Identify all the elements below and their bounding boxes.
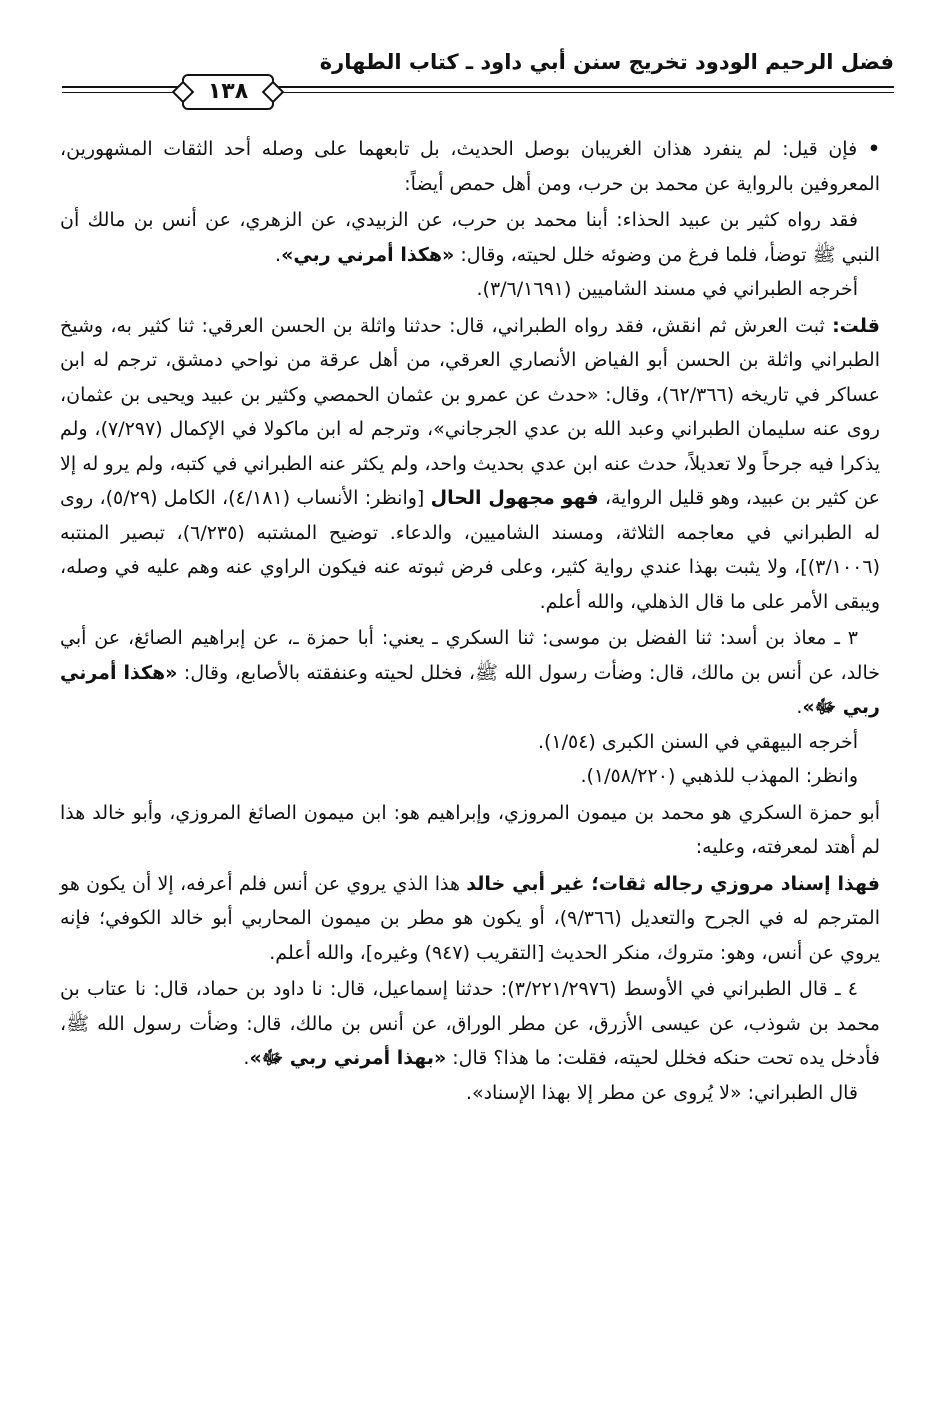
page-number: ١٣٨	[182, 74, 274, 110]
hadith-4-text: ٤ ـ قال الطبراني في الأوسط (٣/٢٢١/٢٩٧٦): حدثنا إسماعيل، قال: نا داود بن حماد، قال: نا عتاب بن محمد بن شوذب، عن عيسى الأزرق، عن مطر الوراق، عن أنس بن مالك، قال: وضأت رسول الله ﷺ، فأدخل يده تحت حنكه فخلل لحيته، فقلت: ما هذا؟ قال:	[60, 978, 880, 1069]
hadith-quote: «هكذا أمرني ربي»	[281, 243, 455, 266]
hadith-4-quote: «بهذا أمرني ربي ﷻ»	[249, 1047, 447, 1069]
paragraph-hadith-4	[60, 972, 880, 1076]
isnad-judgment-text: هذا الذي يروي عن أنس فلم أعرفه، إلا أن يكون هو المترجم له في الجرح والتعديل (٩/٣٦٦)، أو يكون هو مطر بن ميمون المحاربي أبو خالد الكوفي؛ فإنه يروي عن أنس، وهو: متروك، منكر الحديث [التقريب (٩٤٧) وغيره]، والله أعلم.	[60, 872, 880, 964]
paragraph-hadith-3	[60, 621, 880, 725]
majhul-al-hal: فهو مجهول الحال	[430, 487, 599, 509]
punctuation: .	[243, 1047, 250, 1069]
isnad-judgment-bold: فهذا إسناد مروزي رجاله ثقات؛ غير أبي خالد	[466, 872, 880, 895]
qultu-references: [وانظر: الأنساب (٤/١٨١)، الكامل (٥/٢٩)، روى له الطبراني في معاجمه الثلاثة، ومسند الشاميين، والدعاء. توضيح المشتبه (٦/٢٣٥)، تبصير المنتبه (٣/١٠٠٦)]، ولا يثبت بهذا عندي رواية كثير، وعلى فرض ثبوته عنه فيكون الراوي عنه وهم عليه في وصله، ويبقى الأمر على ما قال الذهلي، والله أعلم.	[60, 487, 881, 613]
paragraph-tabarani-comment: قال الطبراني: «لا يُروى عن مطر إلا بهذا الإسناد».	[465, 1081, 858, 1104]
hadith-3-text: ٣ ـ معاذ بن أسد: ثنا الفضل بن موسى: ثنا السكري ـ يعني: أبا حمزة ـ، عن إبراهيم الصائغ، عن أبي خالد، عن أنس بن مالك، قال: وضأت رسول الله ﷺ، فخلل لحيته وعنفقته بالأصابع، وقال:	[60, 627, 880, 684]
bullet-icon: •	[867, 138, 880, 160]
qultu-text: ثبت العرش ثم انقش، فقد رواه الطبراني، قال: حدثنا واثلة بن الحسن العرقي: ثنا كثير به، وشيخ الطبراني واثلة بن الحسن أبو الفياض الأنصاري العرقي، من أهل عرقة من نواحي دمشق، ترجم له ابن عساكر في تاريخه (٦٢/٣٦٦)، وقال: «حدث عن عمرو بن عثمان الحمصي وكثير بن عبيد ويحيى بن عثمان، روى عنه سليمان الطبراني وعبد الله بن عدي الجرجاني»، وترجم له ابن ماكولا في الإكمال (٧/٢٩٧)، ولم يذكرا فيه جرحاً ولا تعديلاً، حدث عنه ابن عدي بحديث واحد، ولم يكثر عنه الطبراني في كتبه، ولم يرو له إلا عن كثير بن عبيد، وهو قليل الرواية،	[60, 314, 881, 509]
paragraph-narrators: أبو حمزة السكري هو محمد بن ميمون المروزي، وإبراهيم هو: ابن ميمون الصائغ المروزي، وأبو خالد هذا لم أهتد لمعرفته، وعليه:	[60, 801, 880, 858]
running-header	[62, 48, 894, 104]
paragraph-takhrij-shamiyyin: أخرجه الطبراني في مسند الشاميين (٣/٦/١٦٩١).	[476, 278, 858, 300]
paragraph-see-muhadhdhab: وانظر: المهذب للذهبي (١/٥٨/٢٢٠).	[580, 765, 858, 787]
paragraph-isnad-judgment	[60, 867, 880, 971]
hadith-3-quote: «هكذا أمرني ربي ﷻ»	[60, 661, 880, 718]
paragraph-objection-text: فإن قيل: لم ينفرد هذان الغريبان بوصل الحديث، بل تابعهما على وصله أحد الثقات المشهورين، المعروفين بالرواية عن محمد بن حرب، ومن أهل حمص أيضاً:	[60, 138, 880, 195]
header-title: فضل الرحيم الودود تخريج سنن أبي داود ـ كتاب الطهارة	[319, 50, 894, 74]
paragraph-kathir-narration	[60, 203, 880, 272]
narration-text: فقد رواه كثير بن عبيد الحذاء: أبنا محمد بن حرب، عن الزبيدي، عن الزهري، عن أنس بن مالك أن النبي ﷺ توضأ، فلما فرغ من وضوئه خلل لحيته، وقال:	[60, 209, 880, 266]
paragraph-takhrij-bayhaqi: أخرجه البيهقي في السنن الكبرى (١/٥٤).	[537, 730, 858, 753]
paragraph-qultu	[60, 309, 880, 620]
paragraph-objection	[60, 132, 880, 201]
page-body	[60, 132, 880, 1110]
qultu-lead: قلت:	[832, 314, 880, 337]
punctuation: .	[796, 696, 803, 718]
punctuation: .	[275, 243, 282, 266]
